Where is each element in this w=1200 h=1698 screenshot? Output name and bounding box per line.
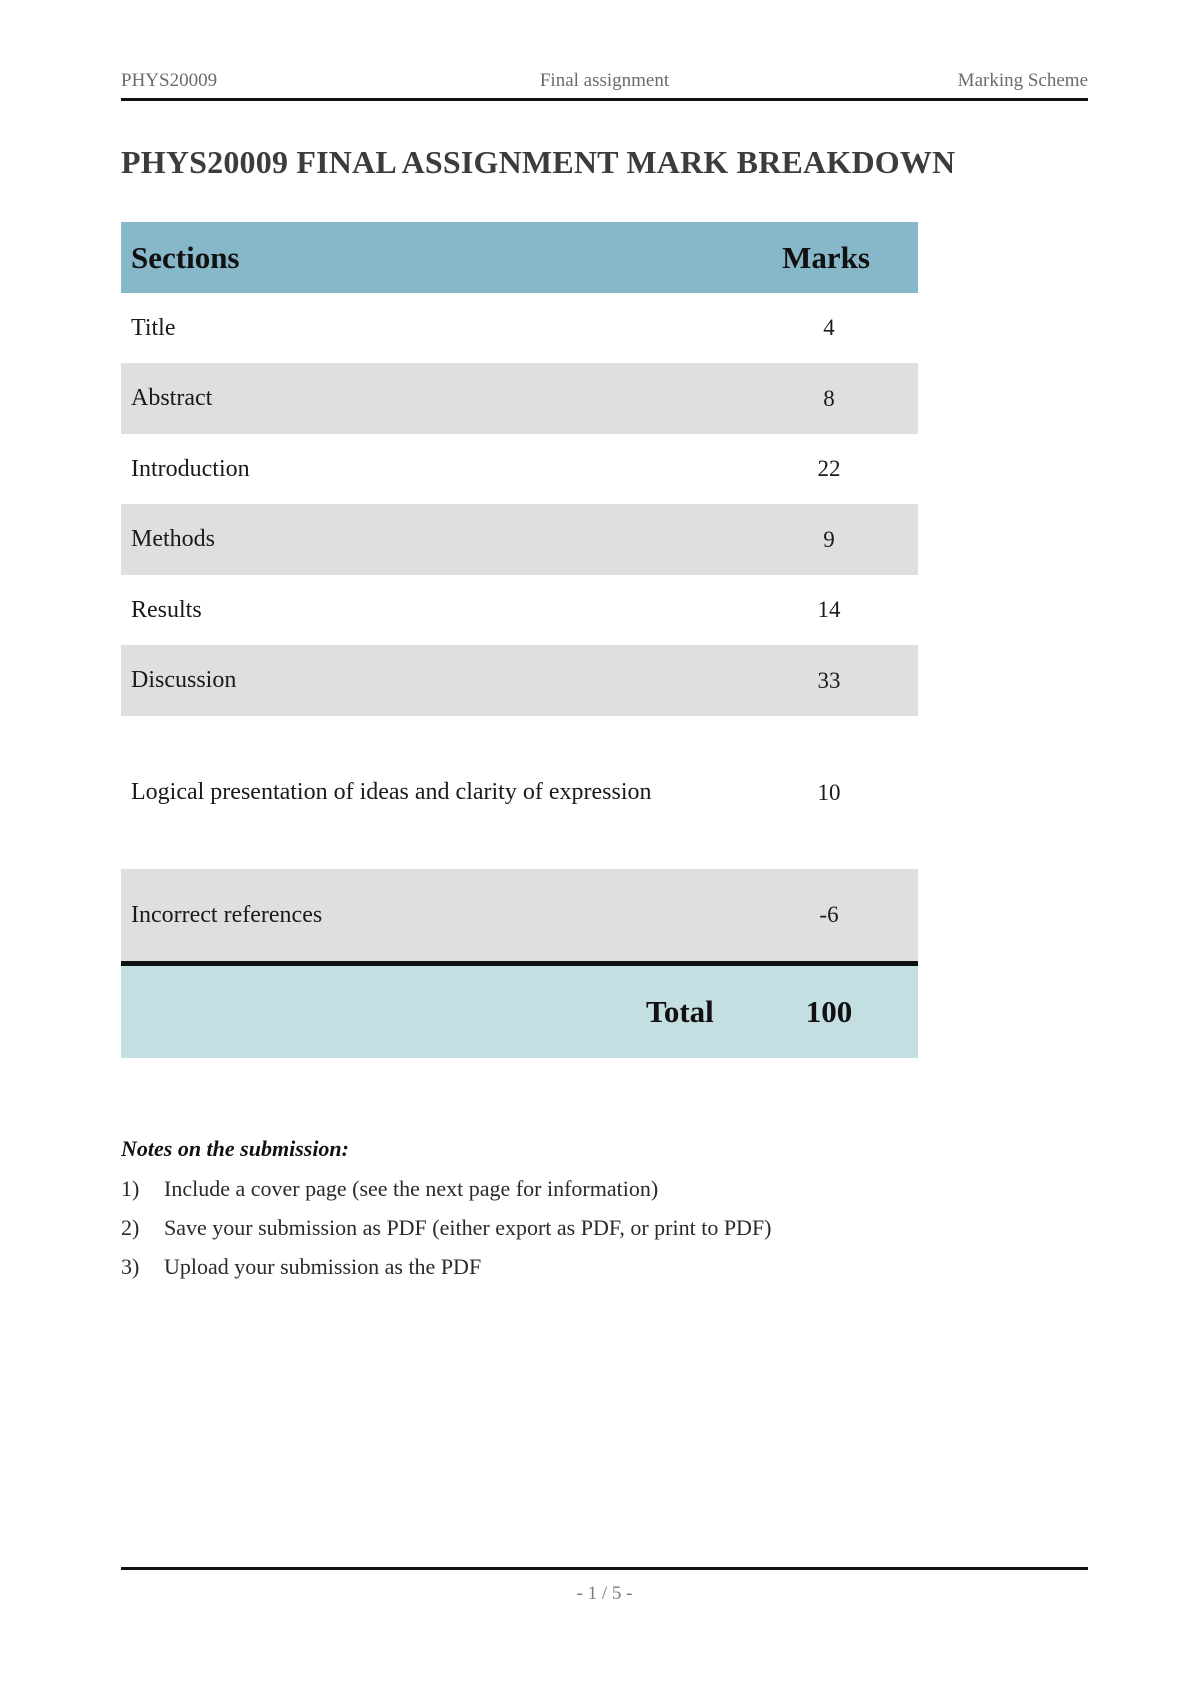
section-cell: Discussion: [131, 667, 237, 693]
list-item: [121, 1254, 1021, 1293]
section-cell: Methods: [131, 526, 215, 552]
table-row: [121, 645, 918, 716]
note-number: 3): [121, 1254, 140, 1279]
marks-cell: 4: [823, 315, 835, 340]
page-indicator: - 1 / 5 -: [576, 1583, 633, 1604]
list-item: [121, 1176, 1021, 1215]
page-header: [121, 68, 1088, 101]
marks-cell: -6: [819, 902, 839, 927]
marks-cell: 14: [817, 597, 841, 622]
section-cell: Abstract: [131, 385, 213, 411]
marks-cell: 33: [817, 667, 841, 693]
column-header-sections: Sections: [131, 239, 240, 275]
submission-notes: [121, 1136, 1021, 1293]
marks-cell: 22: [817, 456, 841, 481]
note-text: Save your submission as PDF (either export as PDF, or print to PDF): [164, 1215, 772, 1240]
marks-cell: 9: [823, 526, 835, 552]
note-number: 2): [121, 1215, 140, 1240]
table-row: [121, 504, 918, 575]
header-doc-type: Marking Scheme: [957, 70, 1088, 91]
marks-cell: 10: [817, 779, 841, 805]
marks-cell: 8: [823, 385, 835, 411]
section-cell: Title: [131, 314, 176, 341]
header-assignment: Final assignment: [539, 70, 670, 91]
section-cell: Logical presentation of ideas and clarity of expression: [131, 779, 652, 805]
column-header-marks: Marks: [782, 239, 870, 275]
table-row: [121, 869, 918, 966]
table-row: [121, 716, 918, 869]
table-row: [121, 363, 918, 434]
note-text: Upload your submission as the PDF: [164, 1254, 482, 1279]
total-label: Total: [646, 994, 714, 1029]
table-header-row: [121, 222, 918, 293]
section-cell: Results: [131, 596, 202, 623]
note-number: 1): [121, 1176, 140, 1201]
note-text: Include a cover page (see the next page for information): [164, 1176, 659, 1201]
section-cell: Incorrect references: [131, 901, 323, 928]
total-value: 100: [805, 994, 853, 1029]
table-row: [121, 575, 918, 645]
marks-table: [121, 222, 918, 1058]
table-row: [121, 434, 918, 504]
notes-heading: Notes on the submission:: [121, 1136, 349, 1161]
header-course-code: PHYS20009: [121, 70, 218, 91]
list-item: [121, 1215, 1021, 1254]
page-footer: [121, 1567, 1088, 1604]
total-row: [121, 966, 918, 1058]
table-row: [121, 293, 918, 363]
page-title: PHYS20009 FINAL ASSIGNMENT MARK BREAKDOWN: [121, 144, 956, 180]
section-cell: Introduction: [131, 455, 250, 482]
